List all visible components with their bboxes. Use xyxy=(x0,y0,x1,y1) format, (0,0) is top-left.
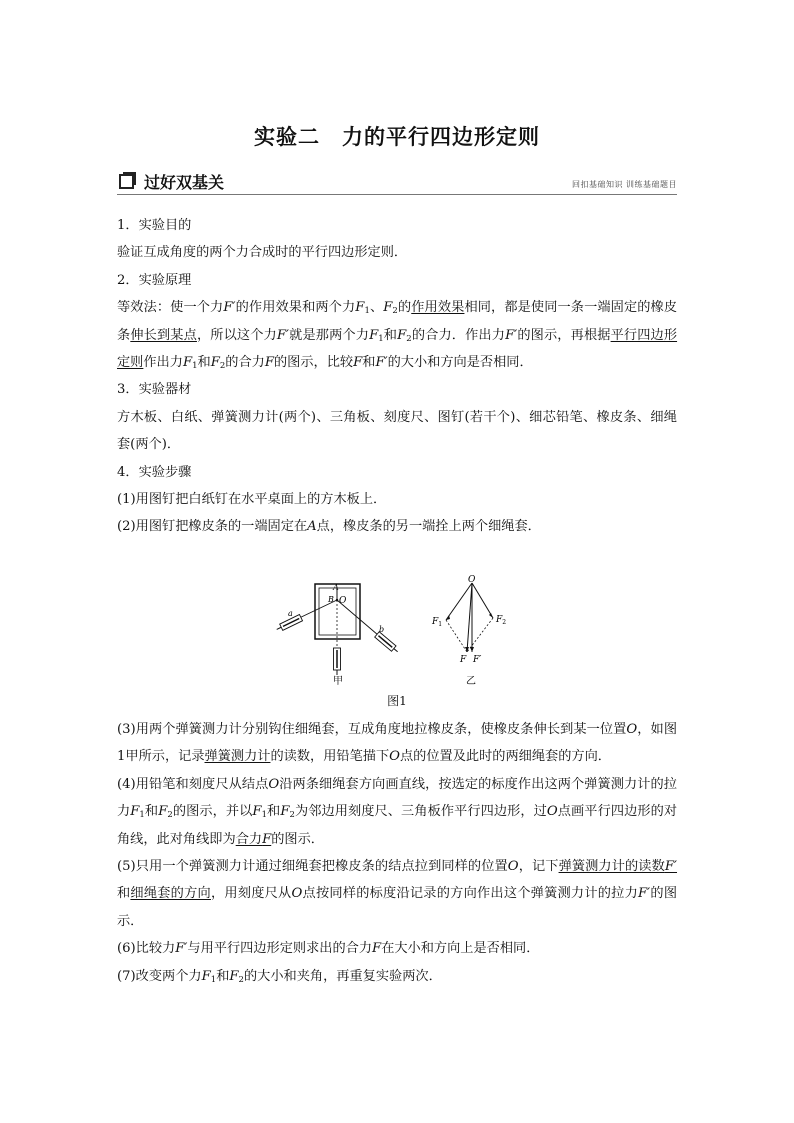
step-1: (1)用图钉把白纸钉在水平桌面上的方木板上． xyxy=(117,492,387,508)
step-3: (3)用两个弹簧测力计分别钩住细绳套，互成角度地拉橡皮条，使橡皮条伸长到某一位置O，如图1甲所示，记录弹簧测力计的读数，用铅笔描下O点的位置及此时的两细绳套的方向． xyxy=(117,722,678,765)
heading-equipment: 3．实验器材 xyxy=(117,382,192,398)
section-title: 过好双基关 xyxy=(144,173,225,192)
label-F-prime: F′ xyxy=(473,655,482,665)
label-a: a xyxy=(288,609,293,618)
step-2: (2)用图钉把橡皮条的一端固定在A点，橡皮条的另一端拴上两个细绳套． xyxy=(117,519,541,535)
section-header xyxy=(117,168,677,195)
figure-right xyxy=(431,575,506,687)
vector-F xyxy=(467,583,472,652)
label-F1: $F_1$ xyxy=(432,617,443,628)
step-4: (4)用铅笔和刻度尺从结点O沿两条细绳套方向画直线，按选定的标度作出这两个弹簧测力计的拉力$F_1$和$F_2$的图示，并以$F_1$和$F_2$为邻边用刻度尺、三角板作平行四边形，过O点画平行四边形的对角线，此对角线即为合力F的图示． xyxy=(117,776,678,847)
label-b: b xyxy=(379,625,385,634)
figure-1 xyxy=(270,572,530,712)
label-F2: $F_2$ xyxy=(496,615,507,626)
step-6: (6)比较力F′与用平行四边形定则求出的合力F在大小和方向上是否相同． xyxy=(117,941,540,957)
dashed-side-2 xyxy=(467,618,493,652)
paragraph-purpose: 验证互成角度的两个力合成时的平行四边形定则． xyxy=(117,245,408,261)
heading-purpose: 1．实验目的 xyxy=(117,218,192,233)
paragraph-equipment: 方木板、白纸、弹簧测力计(两个)、三角板、刻度尺、图钉(若干个)、细芯铅笔、橡皮条、细绳套(两个)． xyxy=(117,409,677,453)
content-top xyxy=(117,212,677,541)
label-O-left: O xyxy=(339,596,347,606)
section-tag: 回扣基础知识 训练基础题目 xyxy=(571,180,677,189)
heading-principle: 2．实验原理 xyxy=(117,272,192,288)
dashed-side-1 xyxy=(446,620,467,652)
heading-steps: 4．实验步骤 xyxy=(117,464,192,480)
label-B: B xyxy=(328,595,334,604)
label-O-right: O xyxy=(468,575,476,585)
paragraph-principle: 等效法：使一个力F′的作用效果和两个力$F_1$、$F_2$的作用效果相同，都是使同一条一端固定的橡皮条伸长到某点，所以这个力F′就是那两个力$F_1$和$F_2$的合力．作出力F′的图示，再根据平行四边形定则作出力$F_1$和$F_2$的合力F的图示，比较F和F′的大小和方向是否相同． xyxy=(117,300,678,372)
page-title: 实验二 力的平行四边形定则 xyxy=(254,125,540,149)
vector-F2 xyxy=(472,583,493,618)
content-bottom xyxy=(117,716,677,990)
figure-caption: 图1 xyxy=(387,694,407,708)
spring-scale-b xyxy=(375,632,400,655)
step-7: (7)改变两个力$F_1$和$F_2$的大小和夹角，再重复实验两次． xyxy=(117,968,442,985)
figure-left xyxy=(275,583,400,687)
step-5: (5)只用一个弹簧测力计通过细绳套把橡皮条的结点拉到同样的位置O，记下弹簧测力计的读数F′和细绳套的方向，用刻度尺从O点按同样的标度沿记录的方向作出这个弹簧测力计的拉力F′的图示． xyxy=(117,859,678,929)
label-F: F xyxy=(460,655,467,665)
figure-diagram xyxy=(270,572,530,687)
spring-scale-bottom xyxy=(334,648,341,675)
label-yi: 乙 xyxy=(466,676,476,687)
label-jia: 甲 xyxy=(333,676,343,687)
vector-F1 xyxy=(446,583,472,620)
section-marker-icon xyxy=(119,171,137,189)
label-A: A xyxy=(333,583,339,592)
